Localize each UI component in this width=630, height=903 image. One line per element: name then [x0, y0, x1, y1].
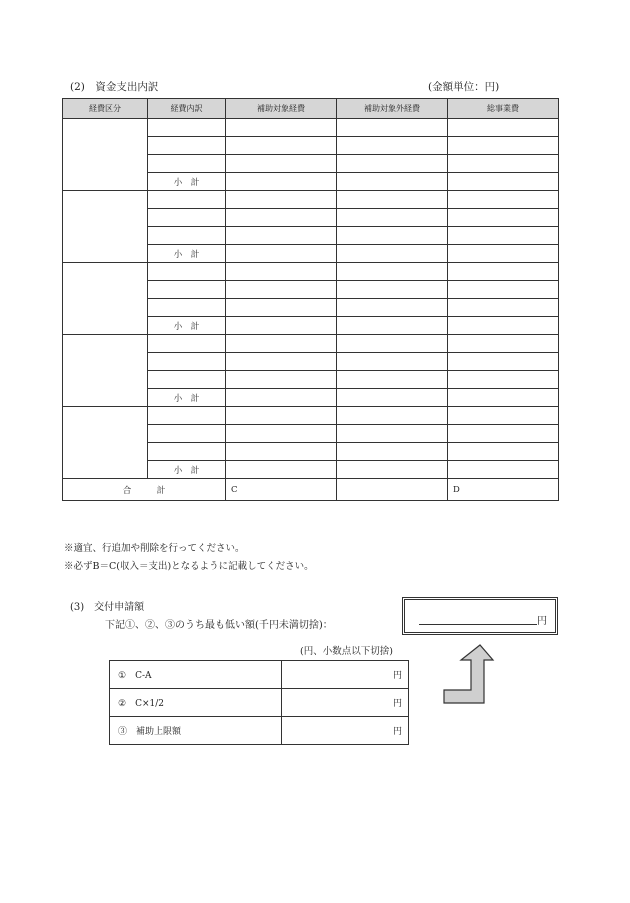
- table-row: [63, 119, 559, 137]
- ineligible-cell[interactable]: [337, 299, 448, 317]
- note-add-rows: ※適宜、行追加や削除を行ってください。: [64, 543, 245, 554]
- eligible-cell[interactable]: [226, 137, 337, 155]
- breakdown-cell[interactable]: [148, 407, 226, 425]
- subtotal-label: 小 計: [148, 317, 226, 335]
- category-cell[interactable]: [63, 407, 148, 479]
- eligible-cell[interactable]: [226, 371, 337, 389]
- subtotal-ineligible[interactable]: [337, 389, 448, 407]
- breakdown-cell[interactable]: [148, 263, 226, 281]
- ineligible-cell[interactable]: [337, 281, 448, 299]
- calc-value[interactable]: 円: [282, 661, 409, 689]
- total-cell[interactable]: [448, 371, 559, 389]
- ineligible-cell[interactable]: [337, 425, 448, 443]
- subtotal-ineligible[interactable]: [337, 245, 448, 263]
- ineligible-cell[interactable]: [337, 209, 448, 227]
- category-cell[interactable]: [63, 263, 148, 335]
- subtotal-label: 小 計: [148, 245, 226, 263]
- grand-total-eligible[interactable]: C: [226, 479, 337, 501]
- total-cell[interactable]: [448, 299, 559, 317]
- subtotal-total[interactable]: [448, 173, 559, 191]
- breakdown-cell[interactable]: [148, 443, 226, 461]
- breakdown-cell[interactable]: [148, 371, 226, 389]
- header-breakdown: 経費内訳: [148, 99, 226, 119]
- note-balance: ※必ずB＝C(収入＝支出)となるように記載してください。: [64, 561, 314, 572]
- breakdown-cell[interactable]: [148, 353, 226, 371]
- calc-row: [110, 717, 409, 745]
- eligible-cell[interactable]: [226, 119, 337, 137]
- eligible-cell[interactable]: [226, 335, 337, 353]
- breakdown-cell[interactable]: [148, 119, 226, 137]
- eligible-cell[interactable]: [226, 353, 337, 371]
- ineligible-cell[interactable]: [337, 353, 448, 371]
- subtotal-label: 小 計: [148, 173, 226, 191]
- calc-unit-note: (円、小数点以下切捨): [300, 646, 393, 657]
- grand-total-ineligible[interactable]: [337, 479, 448, 501]
- eligible-cell[interactable]: [226, 227, 337, 245]
- section2-unit: (金額単位：円): [428, 81, 500, 93]
- eligible-cell[interactable]: [226, 155, 337, 173]
- total-cell[interactable]: [448, 137, 559, 155]
- ineligible-cell[interactable]: [337, 407, 448, 425]
- amount-unit: 円: [537, 616, 547, 627]
- subtotal-total[interactable]: [448, 389, 559, 407]
- table-header-row: [63, 99, 559, 119]
- ineligible-cell[interactable]: [337, 137, 448, 155]
- breakdown-cell[interactable]: [148, 155, 226, 173]
- subtotal-eligible[interactable]: [226, 317, 337, 335]
- calc-label: ② C×1/2: [110, 689, 282, 717]
- breakdown-cell[interactable]: [148, 299, 226, 317]
- subtotal-total[interactable]: [448, 461, 559, 479]
- total-cell[interactable]: [448, 281, 559, 299]
- ineligible-cell[interactable]: [337, 371, 448, 389]
- header-ineligible: 補助対象外経費: [337, 99, 448, 119]
- ineligible-cell[interactable]: [337, 443, 448, 461]
- total-cell[interactable]: [448, 407, 559, 425]
- eligible-cell[interactable]: [226, 281, 337, 299]
- subtotal-eligible[interactable]: [226, 461, 337, 479]
- header-eligible: 補助対象経費: [226, 99, 337, 119]
- subtotal-label: 小 計: [148, 389, 226, 407]
- subtotal-eligible[interactable]: [226, 245, 337, 263]
- subtotal-label: 小 計: [148, 461, 226, 479]
- ineligible-cell[interactable]: [337, 263, 448, 281]
- subtotal-ineligible[interactable]: [337, 173, 448, 191]
- calc-row: [110, 689, 409, 717]
- subtotal-total[interactable]: [448, 245, 559, 263]
- total-cell[interactable]: [448, 353, 559, 371]
- calc-label: ③ 補助上限額: [110, 717, 282, 745]
- up-arrow-icon: [440, 643, 496, 705]
- subtotal-total[interactable]: [448, 317, 559, 335]
- eligible-cell[interactable]: [226, 263, 337, 281]
- table-row: [63, 263, 559, 281]
- section3-title: (3) 交付申請額: [70, 602, 145, 613]
- breakdown-cell[interactable]: [148, 281, 226, 299]
- total-cell[interactable]: [448, 191, 559, 209]
- eligible-cell[interactable]: [226, 209, 337, 227]
- application-amount-box[interactable]: [402, 597, 558, 635]
- table-row: [63, 335, 559, 353]
- header-total: 総事業費: [448, 99, 559, 119]
- calc-row: [110, 661, 409, 689]
- total-cell[interactable]: [448, 209, 559, 227]
- calc-label: ① C-A: [110, 661, 282, 689]
- grand-total-total[interactable]: D: [448, 479, 559, 501]
- table-row: [63, 191, 559, 209]
- ineligible-cell[interactable]: [337, 191, 448, 209]
- eligible-cell[interactable]: [226, 407, 337, 425]
- eligible-cell[interactable]: [226, 191, 337, 209]
- total-cell[interactable]: [448, 335, 559, 353]
- calc-value[interactable]: 円: [282, 689, 409, 717]
- breakdown-cell[interactable]: [148, 191, 226, 209]
- grand-total-label: 合 計: [63, 479, 226, 501]
- total-cell[interactable]: [448, 155, 559, 173]
- expenditure-table: [62, 98, 559, 501]
- ineligible-cell[interactable]: [337, 155, 448, 173]
- breakdown-cell[interactable]: [148, 335, 226, 353]
- total-cell[interactable]: [448, 263, 559, 281]
- ineligible-cell[interactable]: [337, 227, 448, 245]
- total-cell[interactable]: [448, 119, 559, 137]
- eligible-cell[interactable]: [226, 425, 337, 443]
- ineligible-cell[interactable]: [337, 119, 448, 137]
- eligible-cell[interactable]: [226, 443, 337, 461]
- category-cell[interactable]: [63, 119, 148, 191]
- section2-title: (2) 資金支出内訳: [70, 81, 159, 93]
- breakdown-cell[interactable]: [148, 227, 226, 245]
- calc-value[interactable]: 円: [282, 717, 409, 745]
- breakdown-cell[interactable]: [148, 137, 226, 155]
- subtotal-eligible[interactable]: [226, 389, 337, 407]
- ineligible-cell[interactable]: [337, 335, 448, 353]
- grand-total-row: [63, 479, 559, 501]
- subtotal-ineligible[interactable]: [337, 317, 448, 335]
- category-cell[interactable]: [63, 335, 148, 407]
- total-cell[interactable]: [448, 227, 559, 245]
- total-cell[interactable]: [448, 425, 559, 443]
- category-cell[interactable]: [63, 191, 148, 263]
- header-category: 経費区分: [63, 99, 148, 119]
- breakdown-cell[interactable]: [148, 209, 226, 227]
- amount-input-line[interactable]: [419, 624, 537, 625]
- breakdown-cell[interactable]: [148, 425, 226, 443]
- subtotal-eligible[interactable]: [226, 173, 337, 191]
- table-row: [63, 407, 559, 425]
- section3-description: 下記①、②、③のうち最も低い額(千円未満切捨)：: [105, 620, 333, 631]
- subtotal-ineligible[interactable]: [337, 461, 448, 479]
- eligible-cell[interactable]: [226, 299, 337, 317]
- calculation-table: [109, 660, 409, 745]
- total-cell[interactable]: [448, 443, 559, 461]
